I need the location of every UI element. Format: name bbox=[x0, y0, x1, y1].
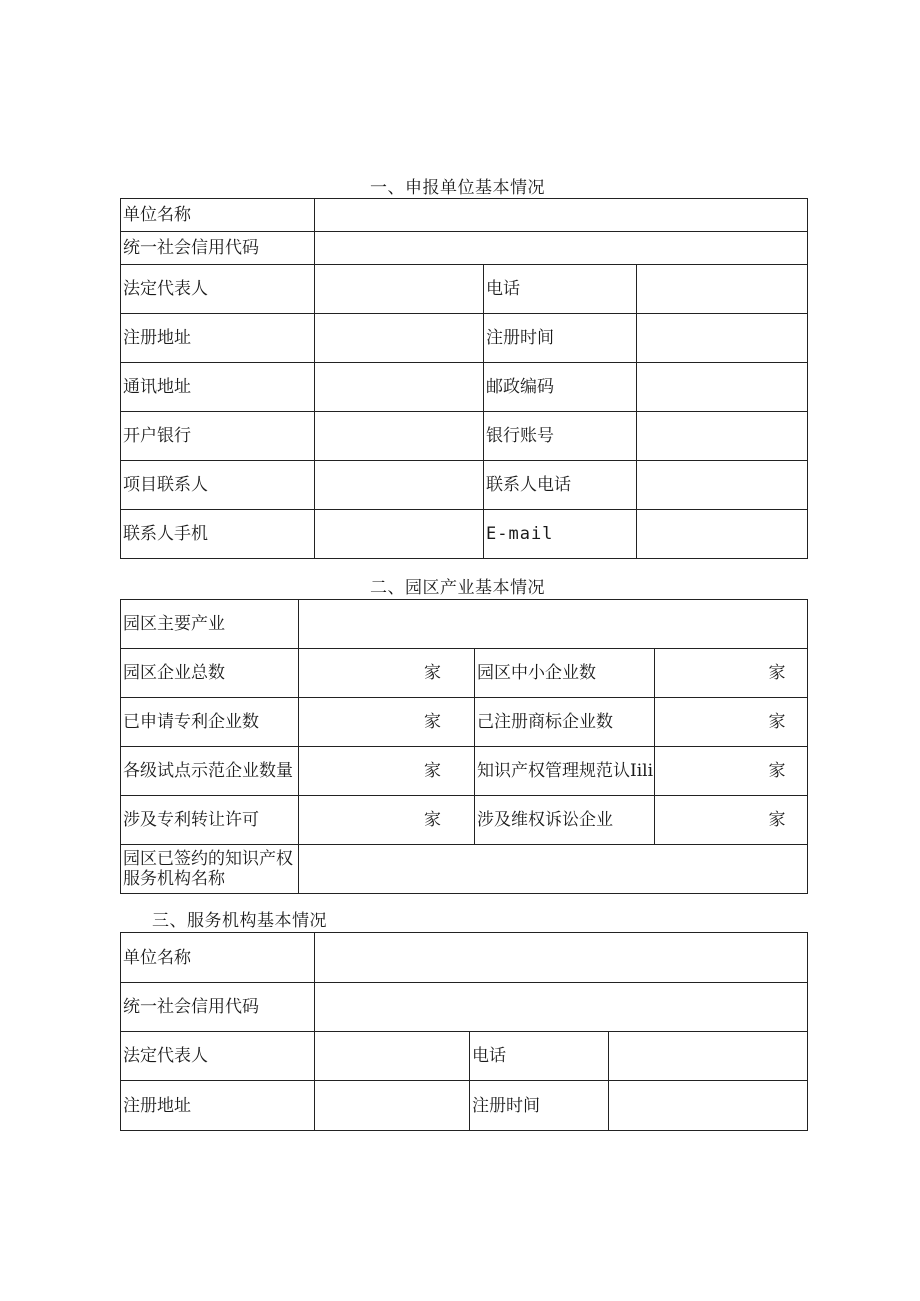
table-row bbox=[121, 933, 808, 983]
label-agency-phone: 电话 bbox=[470, 1032, 609, 1081]
table-row bbox=[121, 461, 808, 510]
agency-legal-rep-field[interactable] bbox=[315, 1032, 470, 1081]
contact-mobile-field[interactable] bbox=[315, 510, 484, 559]
label-agency-legal-rep: 法定代表人 bbox=[121, 1032, 315, 1081]
label-contact-phone: 联系人电话 bbox=[484, 461, 637, 510]
ip-standard-cert-field[interactable] bbox=[655, 747, 808, 796]
label-unit-name: 单位名称 bbox=[121, 199, 315, 232]
total-enterprises-field[interactable] bbox=[299, 649, 475, 698]
unit-label: 家 bbox=[424, 810, 441, 830]
unit-name-field[interactable] bbox=[315, 199, 808, 232]
patent-transfer-field[interactable] bbox=[299, 796, 475, 845]
trademark-enterprises-field[interactable] bbox=[655, 698, 808, 747]
section-1-title: 一、申报单位基本情况 bbox=[370, 178, 545, 198]
table-row bbox=[121, 363, 808, 412]
phone-field[interactable] bbox=[637, 265, 808, 314]
applicant-info-table bbox=[120, 198, 808, 559]
reg-address-field[interactable] bbox=[315, 314, 484, 363]
table-row bbox=[121, 510, 808, 559]
table-row bbox=[121, 649, 808, 698]
mail-address-field[interactable] bbox=[315, 363, 484, 412]
table-row bbox=[121, 1032, 808, 1081]
pilot-enterprises-field[interactable] bbox=[299, 747, 475, 796]
unit-label: 家 bbox=[424, 761, 441, 781]
table-row bbox=[121, 600, 808, 649]
table-row bbox=[121, 845, 808, 894]
contact-phone-field[interactable] bbox=[637, 461, 808, 510]
label-sme-count: 园区中小企业数 bbox=[475, 649, 655, 698]
agency-reg-time-field[interactable] bbox=[609, 1081, 808, 1131]
label-agency-credit-code: 统一社会信用代码 bbox=[121, 983, 315, 1032]
legal-rep-field[interactable] bbox=[315, 265, 484, 314]
agency-phone-field[interactable] bbox=[609, 1032, 808, 1081]
email-field[interactable] bbox=[637, 510, 808, 559]
label-agency-reg-time: 注册时间 bbox=[470, 1081, 609, 1131]
litigation-field[interactable] bbox=[655, 796, 808, 845]
table-row bbox=[121, 314, 808, 363]
agency-reg-address-field[interactable] bbox=[315, 1081, 470, 1131]
agency-credit-code-field[interactable] bbox=[315, 983, 808, 1032]
label-main-industry: 园区主要产业 bbox=[121, 600, 299, 649]
label-reg-time: 注册时间 bbox=[484, 314, 637, 363]
unit-label: 家 bbox=[768, 663, 786, 683]
main-industry-field[interactable] bbox=[299, 600, 808, 649]
table-row bbox=[121, 796, 808, 845]
label-postcode: 邮政编码 bbox=[484, 363, 637, 412]
label-phone: 电话 bbox=[484, 265, 637, 314]
patent-enterprises-field[interactable] bbox=[299, 698, 475, 747]
label-reg-address: 注册地址 bbox=[121, 314, 315, 363]
table-row bbox=[121, 412, 808, 461]
label-ip-service-agencies: 园区已签约的知识产权服务机构名称 bbox=[121, 845, 299, 894]
label-email: E-mail bbox=[484, 510, 637, 559]
label-agency-name: 单位名称 bbox=[121, 933, 315, 983]
park-industry-table bbox=[120, 599, 808, 894]
credit-code-field[interactable] bbox=[315, 232, 808, 265]
table-row bbox=[121, 232, 808, 265]
unit-label: 家 bbox=[768, 761, 786, 781]
service-agency-table bbox=[120, 932, 808, 1131]
table-row bbox=[121, 747, 808, 796]
label-patent-transfer: 涉及专利转让许可 bbox=[121, 796, 299, 845]
label-total-enterprises: 园区企业总数 bbox=[121, 649, 299, 698]
bank-field[interactable] bbox=[315, 412, 484, 461]
unit-label: 家 bbox=[768, 712, 786, 732]
label-mail-address: 通讯地址 bbox=[121, 363, 315, 412]
label-legal-rep: 法定代表人 bbox=[121, 265, 315, 314]
label-trademark-enterprises: 己注册商标企业数 bbox=[475, 698, 655, 747]
section-3-title: 三、服务机构基本情况 bbox=[152, 911, 327, 931]
sme-count-field[interactable] bbox=[655, 649, 808, 698]
unit-label: 家 bbox=[424, 663, 441, 683]
postcode-field[interactable] bbox=[637, 363, 808, 412]
label-agency-reg-address: 注册地址 bbox=[121, 1081, 315, 1131]
unit-label: 家 bbox=[424, 712, 441, 732]
table-row bbox=[121, 265, 808, 314]
agency-name-field[interactable] bbox=[315, 933, 808, 983]
ip-service-agencies-field[interactable] bbox=[299, 845, 808, 894]
account-field[interactable] bbox=[637, 412, 808, 461]
contact-field[interactable] bbox=[315, 461, 484, 510]
section-2-title: 二、园区产业基本情况 bbox=[370, 578, 545, 598]
label-account: 银行账号 bbox=[484, 412, 637, 461]
table-row bbox=[121, 199, 808, 232]
table-row bbox=[121, 698, 808, 747]
table-row bbox=[121, 1081, 808, 1131]
label-bank: 开户银行 bbox=[121, 412, 315, 461]
label-litigation: 涉及维权诉讼企业 bbox=[475, 796, 655, 845]
label-ip-standard-cert: 知识产权管理规范认Iili bbox=[475, 747, 655, 796]
table-row bbox=[121, 983, 808, 1032]
label-contact: 项目联系人 bbox=[121, 461, 315, 510]
unit-label: 家 bbox=[768, 810, 786, 830]
label-pilot-enterprises: 各级试点示范企业数量 bbox=[121, 747, 299, 796]
reg-time-field[interactable] bbox=[637, 314, 808, 363]
label-contact-mobile: 联系人手机 bbox=[121, 510, 315, 559]
label-credit-code: 统一社会信用代码 bbox=[121, 232, 315, 265]
label-patent-enterprises: 已申请专利企业数 bbox=[121, 698, 299, 747]
